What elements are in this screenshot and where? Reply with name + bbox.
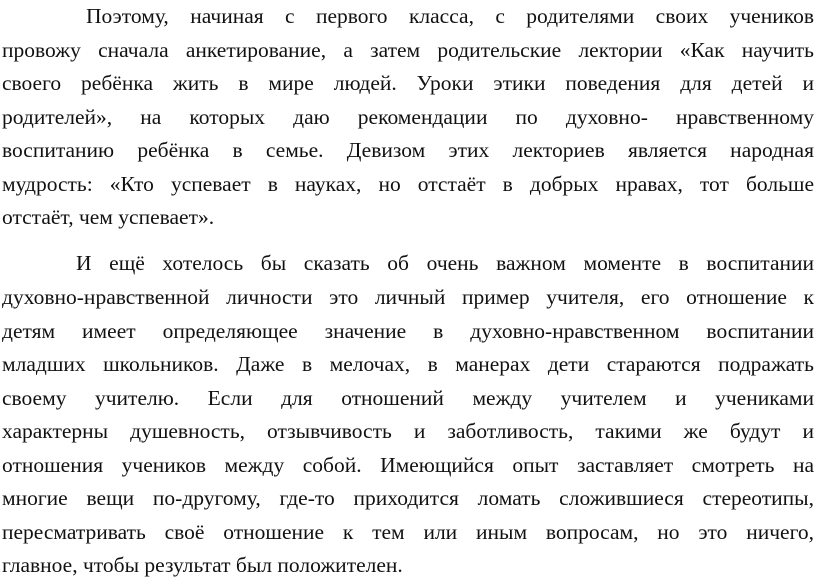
- paragraph-1-line-4: родителей», на которых даю рекомендации по духовно- нравственному: [2, 105, 814, 129]
- paragraph-2-line-1: И ещё хотелось бы сказать об очень важном моменте в воспитании: [76, 251, 814, 275]
- paragraph-2-line-2: духовно-нравственной личности это личный пример учителя, его отношение к: [2, 285, 814, 309]
- paragraph-2-line-5: своему учителю. Если для отношений между учителем и учениками: [2, 386, 814, 410]
- paragraph-1-line-1: Поэтому, начиная с первого класса, с родителями своих учеников: [86, 4, 814, 28]
- paragraph-2-line-3: детям имеет определяющее значение в духовно-нравственном воспитании: [2, 319, 814, 343]
- paragraph-2-line-8: многие вещи по-другому, где-то приходится ломать сложившиеся стереотипы,: [2, 486, 814, 510]
- paragraph-2-line-4: младших школьников. Даже в мелочах, в манерах дети стараются подражать: [2, 352, 814, 376]
- paragraph-2-line-10: главное, чтобы результат был положителен.: [2, 553, 403, 577]
- paragraph-1-line-6: мудрость: «Кто успевает в науках, но отстаёт в добрых нравах, тот больше: [2, 172, 814, 196]
- paragraph-2-line-9: пересматривать своё отношение к тем или иным вопросам, но это ничего,: [2, 520, 814, 544]
- paragraph-1-line-7: отстаёт, чем успевает».: [2, 205, 215, 229]
- paragraph-1-line-2: провожу сначала анкетирование, а затем родительские лектории «Как научить: [2, 38, 814, 62]
- paragraph-1-line-5: воспитанию ребёнка в семье. Девизом этих лекториев является народная: [2, 138, 814, 162]
- paragraph-1-line-3: своего ребёнка жить в мире людей. Уроки этики поведения для детей и: [2, 71, 814, 95]
- paragraph-2-line-7: отношения учеников между собой. Имеющийся опыт заставляет смотреть на: [2, 453, 814, 477]
- paragraph-2-line-6: характерны душевность, отзывчивость и заботливость, такими же будут и: [2, 419, 814, 443]
